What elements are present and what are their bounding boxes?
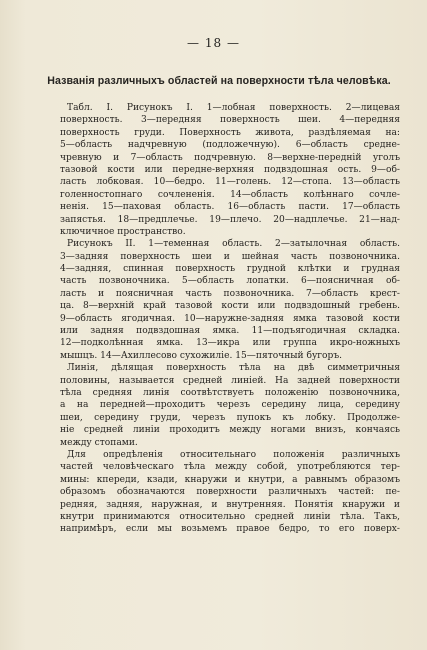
text-line: редняя, задняя, наружная, и внутренняя. Понятія кнаружи и xyxy=(60,499,400,510)
text-line: запястья. 18—предплечье. 19—плечо. 20—надплечье. 21—над- xyxy=(60,214,400,225)
text-line: тѣла средняя линія соотвѣтствуетъ положенію позвоночника, xyxy=(60,387,400,398)
text-line: или задняя подвздошная ямка. 11—подъягодичная складка. xyxy=(60,326,400,337)
text-line: тазовой кости или передне-верхняя подвздошная ость. 9—об- xyxy=(60,164,400,175)
text-line: ніе средней линіи проходитъ между ногами внизъ, кончаясь xyxy=(60,425,400,436)
text-line: напримѣръ, если мы возьмемъ правое бедро, то его поверх- xyxy=(60,524,400,535)
text-line: 9—область ягодичная. 10—наружне-задняя ямка тазовой кости xyxy=(60,313,400,324)
text-line: ласть лобковая. 10—бедро. 11—голень. 12—стопа. 13—область xyxy=(60,177,400,188)
text-line: мины: кпереди, кзади, кнаружи и кнутри, а равнымъ образомъ xyxy=(60,474,400,485)
text-line: кнутри принимаются относительно средней линіи тѣла. Такъ, xyxy=(60,511,400,522)
body-text xyxy=(60,102,400,536)
text-line: поверхность груди. Поверхность живота, раздѣляемая на: xyxy=(60,127,400,138)
text-line: мышцъ. 14—Ахиллесово сухожиліе. 15—пяточный бугоръ. xyxy=(60,350,343,361)
page-number: — 18 — xyxy=(187,36,240,50)
text-line: чревную и 7—область подчревную. 8—верхне-передній уголъ xyxy=(60,152,400,163)
text-line: а на передней—проходитъ черезъ середину лица, середину xyxy=(60,400,400,411)
text-line: образомъ обозначаются поверхности различныхъ частей: пе- xyxy=(60,487,400,498)
text-line: ца. 8—верхній край тазовой кости или подвздошный гребень. xyxy=(60,301,400,312)
text-line: поверхность. 3—передняя поверхность шеи. 4—передняя xyxy=(60,115,400,126)
text-line: часть позвоночника. 5—область лопатки. 6—поясничная об- xyxy=(60,276,400,287)
text-line: Рисунокъ II. 1—теменная область. 2—затылочная область. xyxy=(67,239,400,250)
text-line: частей человѣческаго тѣла между собой, употребляются тер- xyxy=(60,462,400,473)
text-line: ласть и поясничная часть позвоночника. 7—область крест- xyxy=(60,288,400,299)
text-line: половины, называется средней линіей. На задней поверхности xyxy=(60,375,400,386)
text-line: голенностопнаго сочлененія. 14—область колѣннаго сочле- xyxy=(60,189,400,200)
text-line: шеи, середину груди, черезъ пупокъ къ лобку. Продолже- xyxy=(60,412,400,423)
text-line: Табл. I. Рисунокъ I. 1—лобная поверхность. 2—лицевая xyxy=(67,103,400,113)
text-line: 4—задняя, спинная поверхность грудной клѣтки и грудная xyxy=(60,264,400,275)
text-line: 12—подколѣнная ямка. 13—икра или группа икро-ножныхъ xyxy=(60,338,400,349)
text-line: Для опредѣленія относительнаго положенія различныхъ xyxy=(67,449,400,460)
text-line: 5—область надчревную (подложечную). 6—область средне- xyxy=(60,140,400,151)
text-line: ненія. 15—паховая область. 16—область пасти. 17—область xyxy=(60,202,400,213)
text-line: Линія, дѣлящая поверхность тѣла на двѣ симметричныя xyxy=(67,363,400,374)
text-line: ключичное пространство. xyxy=(60,226,186,237)
section-heading: Названія различныхъ областей на поверхности тѣла человѣка. xyxy=(47,75,391,87)
text-line: 3—задняя поверхность шеи и шейная часть позвоночника. xyxy=(60,251,400,262)
text-line: между стопами. xyxy=(60,437,138,448)
